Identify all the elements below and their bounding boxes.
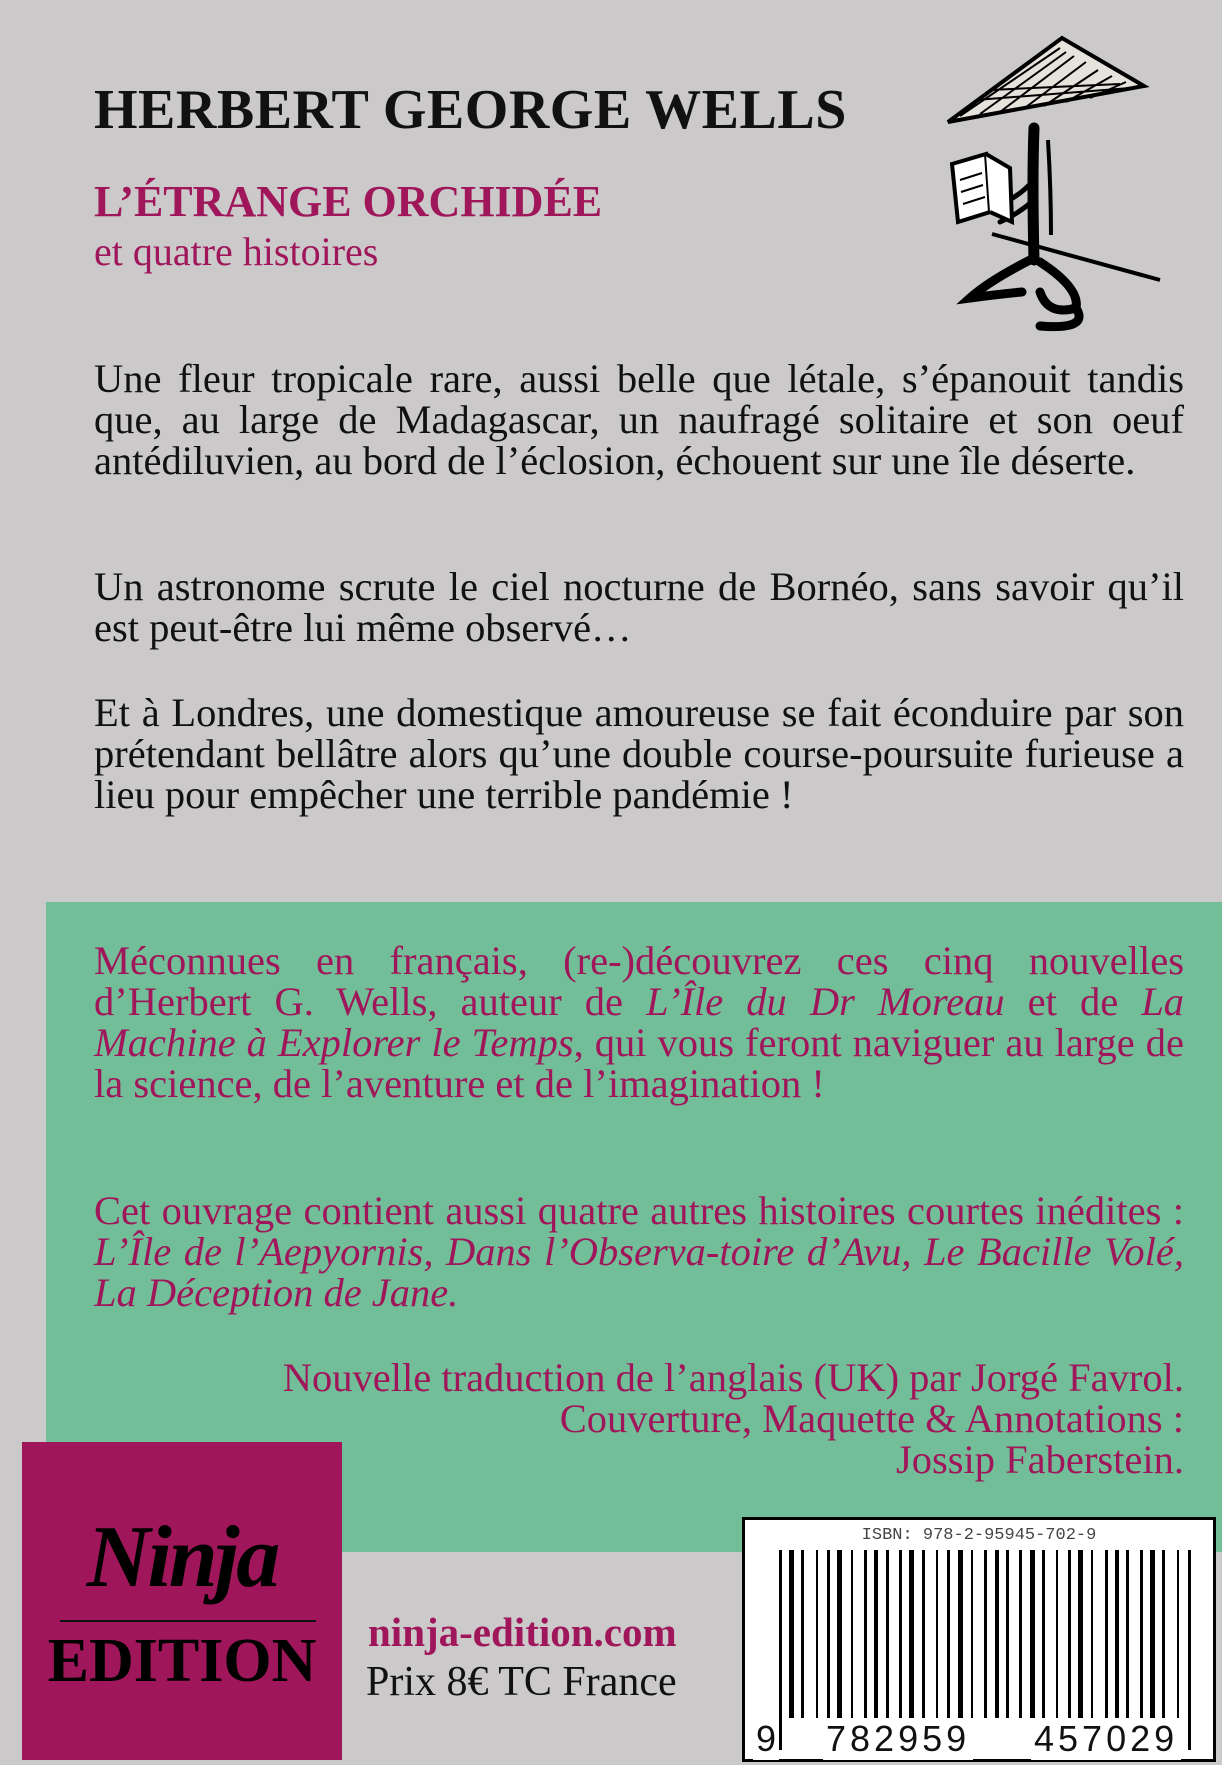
barcode-bar xyxy=(1150,1550,1155,1718)
barcode-bar xyxy=(1019,1550,1022,1718)
publisher-logo xyxy=(22,1442,342,1760)
barcode-bar xyxy=(1177,1550,1179,1718)
barcode-bar xyxy=(1078,1550,1083,1718)
promo-paragraph-1 xyxy=(94,940,1184,1104)
ean-digits xyxy=(745,1718,1213,1758)
barcode-bar xyxy=(1068,1550,1071,1718)
synopsis-paragraph-3: Et à Londres, une domestique amoureuse se fait éconduire par son prétendant bellâtre alors qu’une double course-poursuite furieuse a lieu pour empêcher une terrible pandémie ! xyxy=(94,690,1184,817)
barcode-bar xyxy=(1091,1550,1093,1718)
logo-edition-word: EDITION xyxy=(47,1627,317,1695)
barcode-bar xyxy=(851,1550,853,1718)
katana-icon xyxy=(992,234,1160,280)
credits-name: Jossip Faberstein. xyxy=(896,1437,1184,1482)
barcode-bar xyxy=(1042,1550,1045,1718)
barcode-bar xyxy=(837,1550,842,1718)
author-name: HERBERT GEORGE WELLS xyxy=(94,79,847,141)
barcode-bar xyxy=(1126,1550,1129,1718)
barcode-bar xyxy=(816,1550,818,1718)
barcode-bar xyxy=(801,1550,804,1718)
barcode-bar xyxy=(958,1550,963,1718)
barcode-bar xyxy=(995,1550,999,1718)
barcode-bar xyxy=(1162,1550,1165,1718)
promo-text: et de xyxy=(1004,979,1142,1024)
barcode-bar xyxy=(886,1550,889,1718)
barcode-bar xyxy=(936,1550,938,1718)
ean-right-digits: 457029 xyxy=(1031,1718,1181,1760)
book-subtitle: et quatre histoires xyxy=(94,229,379,274)
logo-ninja-word: Ninja xyxy=(86,1509,278,1606)
barcode-bar xyxy=(864,1550,867,1718)
credits-translation: Nouvelle traduction de l’anglais (UK) par Jorgé Favrol. xyxy=(282,1355,1184,1400)
straw-hat-icon xyxy=(948,38,1144,122)
barcode-bar xyxy=(922,1550,925,1718)
barcode-bar xyxy=(789,1550,794,1718)
barcode-bar xyxy=(947,1550,950,1718)
barcode-bar xyxy=(1056,1550,1058,1718)
barcode-bar xyxy=(827,1550,830,1718)
barcode-bar xyxy=(899,1550,902,1718)
story-titles: L’Île de l’Aepyornis, Dans l’Observa-toire d’Avu, Le Bacille Volé, La Déception de Jane. xyxy=(94,1229,1184,1315)
ean-left-digits: 782959 xyxy=(823,1718,973,1760)
barcode-bar xyxy=(909,1550,914,1718)
logo-divider xyxy=(60,1620,316,1622)
open-book-icon xyxy=(952,154,1012,222)
barcode-bar xyxy=(971,1550,973,1718)
promo-text: , qui vous feront naviguer au large de la science, de l’aventure et de l’imagination ! xyxy=(94,1020,1185,1106)
isbn-barcode xyxy=(742,1517,1216,1762)
barcode-bar xyxy=(874,1550,878,1718)
book-title-time-machine: La Machine à Explorer le Temps xyxy=(94,979,1185,1065)
price-label: Prix 8€ TC France xyxy=(366,1659,677,1705)
credits-design: Couverture, Maquette & Annotations : xyxy=(559,1396,1184,1441)
book-title: L’ÉTRANGE ORCHIDÉE xyxy=(94,177,603,226)
synopsis-paragraph-2: Un astronome scrute le ciel nocturne de Bornéo, sans savoir qu’il est peut-être lui même observé… xyxy=(94,564,1184,650)
synopsis-paragraph-1: Une fleur tropicale rare, aussi belle que létale, s’épanouit tandis que, au large de Madagascar, un naufragé solitaire et son oeuf antédiluvien, au bord de l’éclosion, échouent sur une île déserte. xyxy=(94,356,1184,483)
promo-text: Méconnues en français, (re-)découvrez ces cinq nouvelles d’Herbert G. Wells, auteur de xyxy=(94,938,1184,1024)
publisher-website[interactable]: ninja-edition.com xyxy=(368,1609,677,1655)
promo-text: Cet ouvrage contient aussi quatre autres histoires courtes inédites : xyxy=(94,1188,1184,1233)
barcode-bar xyxy=(1105,1550,1108,1718)
ean-first-digit: 9 xyxy=(753,1718,779,1760)
barcode-bar xyxy=(1115,1550,1119,1718)
barcode-bar xyxy=(1006,1550,1009,1718)
barcode-bar xyxy=(984,1550,987,1718)
isbn-label: ISBN: 978-2-95945-702-9 xyxy=(861,1526,1097,1545)
barcode-bar xyxy=(1030,1550,1035,1718)
promo-paragraph-2 xyxy=(94,1190,1184,1313)
reading-ninja-illustration xyxy=(930,30,1190,350)
book-title-moreau: L’Île du Dr Moreau xyxy=(646,979,1005,1024)
